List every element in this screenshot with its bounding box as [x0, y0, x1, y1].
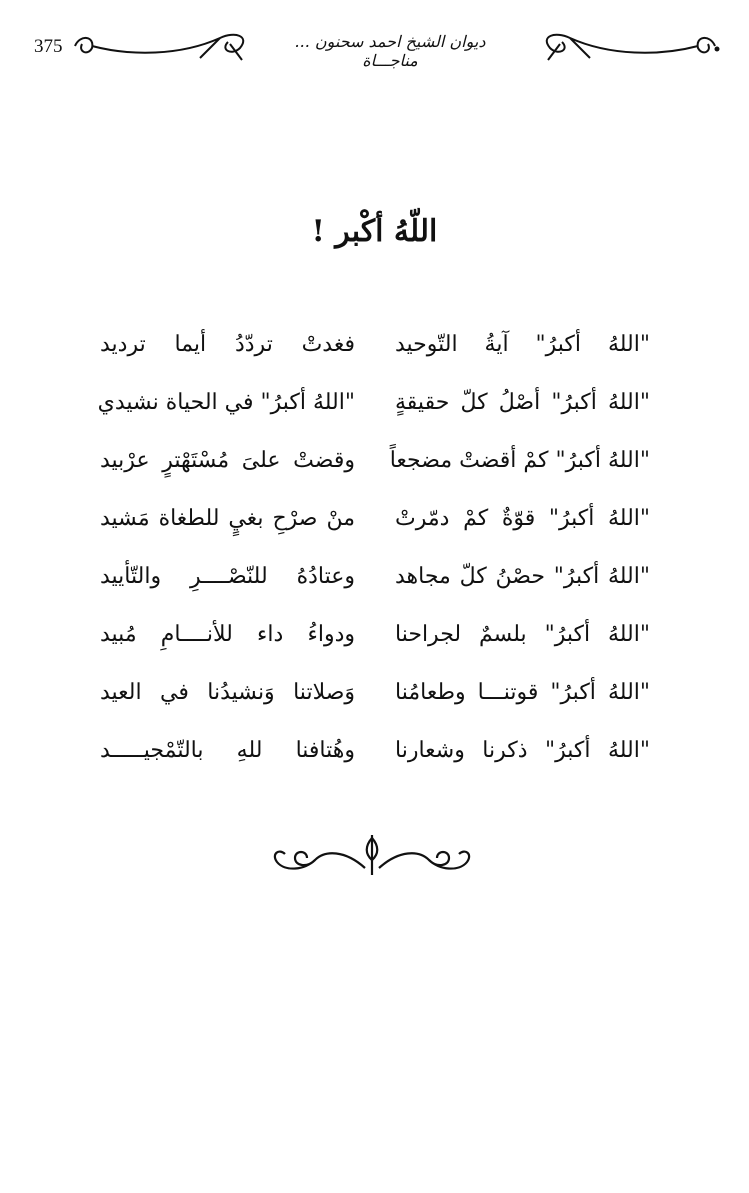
second-hemistich: وَصلاتنا وَنشيدُنا في العيد	[100, 680, 355, 705]
verse	[100, 322, 650, 380]
right-flourish-icon	[535, 26, 720, 66]
left-flourish-icon	[70, 26, 270, 66]
second-hemistich: "اللهُ أكبرُ" في الحياة نشيدي	[97, 390, 355, 415]
closing-ornament-icon	[265, 830, 480, 880]
second-hemistich: وعتادُهُ للنّصْــــرِ والتّأييد	[100, 564, 355, 589]
verse	[100, 496, 650, 554]
first-hemistich: "اللهُ أكبرُ" قوتنـــا وطعامُنا	[395, 680, 650, 705]
running-header: ديوان الشيخ احمد سحنون ... مناجـــاة	[294, 32, 486, 70]
poem-body	[97, 322, 650, 786]
first-hemistich: "اللهُ أكبرُ" كمْ أقضتْ مضجعاً	[389, 448, 650, 473]
verse	[100, 612, 650, 670]
page-number: 375	[34, 36, 63, 57]
second-hemistich: منْ صرْحِ بغيٍ للطغاة مَشيد	[100, 506, 355, 531]
verse	[100, 438, 650, 496]
first-hemistich: "اللهُ أكبرُ" أصْلُ كلّ حقيقةٍ	[395, 390, 650, 415]
page-header	[30, 22, 720, 72]
first-hemistich: "اللهُ أكبرُ" قوّةٌ كمْ دمّرتْ	[395, 506, 650, 531]
first-hemistich: "اللهُ أكبرُ" ذكرنا وشعارنا	[395, 738, 650, 763]
second-hemistich: وهُتافنا للهِ بالتّمْجيـــــد	[100, 738, 355, 763]
poem-title: اللّهُ أكْبر !	[311, 214, 438, 249]
second-hemistich: وقضتْ علىَ مُسْتَهْترٍ عرْبيد	[100, 448, 355, 473]
second-hemistich: فغدتْ تردّدُ أيما ترديد	[100, 332, 355, 357]
verse	[100, 670, 650, 728]
second-hemistich: ودواءُ داء للأنــــامِ مُبيد	[100, 622, 355, 647]
first-hemistich: "اللهُ أكبرُ" آيةُ التّوحيد	[395, 332, 650, 357]
first-hemistich: "اللهُ أكبرُ" بلسمٌ لجراحنا	[395, 622, 650, 647]
first-hemistich: "اللهُ أكبرُ" حصْنُ كلّ مجاهد	[395, 564, 650, 589]
verse	[97, 380, 650, 438]
verse	[100, 728, 650, 786]
verse	[100, 554, 650, 612]
